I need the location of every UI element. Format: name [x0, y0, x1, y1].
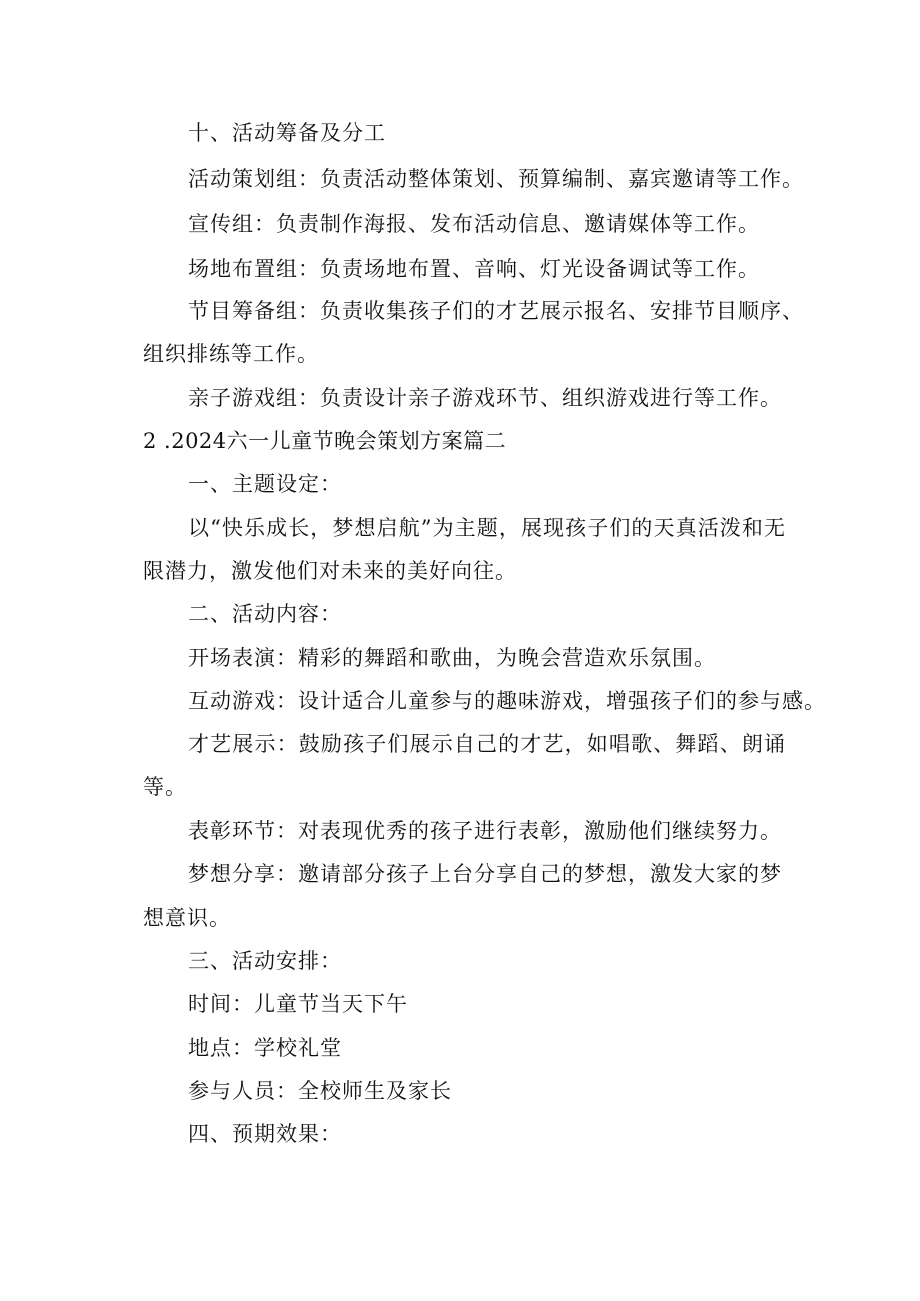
section-heading-expected-results: 四、预期效果：: [188, 1122, 342, 1146]
section-heading-arrangement: 三、活动安排：: [188, 949, 342, 973]
section-heading-preparation: 十、活动筹备及分工: [188, 121, 386, 145]
paragraph-venue-group: 场地布置组：负责场地布置、音响、灯光设备调试等工作。: [188, 257, 760, 281]
paragraph-interactive-games: 互动游戏：设计适合儿童参与的趣味游戏，增强孩子们的参与感。: [188, 689, 826, 713]
paragraph-family-game-group: 亲子游戏组：负责设计亲子游戏环节、组织游戏进行等工作。: [188, 386, 782, 410]
paragraph-opening-show: 开场表演：精彩的舞蹈和歌曲，为晚会营造欢乐氛围。: [188, 646, 716, 670]
section-heading-theme: 一、主题设定：: [188, 472, 342, 496]
document-section-title: 2 .2024六一儿童节晚会策划方案篇二: [143, 429, 507, 453]
paragraph-theme-line1: 以“快乐成长，梦想启航”为主题，展现孩子们的天真活泼和无: [188, 516, 786, 540]
paragraph-participants: 参与人员：全校师生及家长: [188, 1079, 452, 1103]
paragraph-dream-sharing-line2: 想意识。: [143, 906, 231, 930]
paragraph-planning-group: 活动策划组：负责活动整体策划、预算编制、嘉宾邀请等工作。: [188, 167, 804, 191]
paragraph-program-group-line1: 节目筹备组：负责收集孩子们的才艺展示报名、安排节目顺序、: [188, 299, 804, 323]
paragraph-location: 地点：学校礼堂: [188, 1036, 342, 1060]
paragraph-commendation: 表彰环节：对表现优秀的孩子进行表彰，激励他们继续努力。: [188, 819, 782, 843]
paragraph-program-group-line2: 组织排练等工作。: [143, 342, 319, 366]
paragraph-talent-show-line1: 才艺展示：鼓励孩子们展示自己的才艺，如唱歌、舞蹈、朗诵: [188, 732, 786, 756]
paragraph-talent-show-line2: 等。: [143, 775, 187, 799]
paragraph-publicity-group: 宣传组：负责制作海报、发布活动信息、邀请媒体等工作。: [188, 212, 760, 236]
paragraph-theme-line2: 限潜力，激发他们对未来的美好向往。: [143, 559, 517, 583]
paragraph-time: 时间：儿童节当天下午: [188, 992, 408, 1016]
paragraph-dream-sharing-line1: 梦想分享：邀请部分孩子上台分享自己的梦想，激发大家的梦: [188, 862, 782, 886]
section-heading-content: 二、活动内容：: [188, 602, 342, 626]
